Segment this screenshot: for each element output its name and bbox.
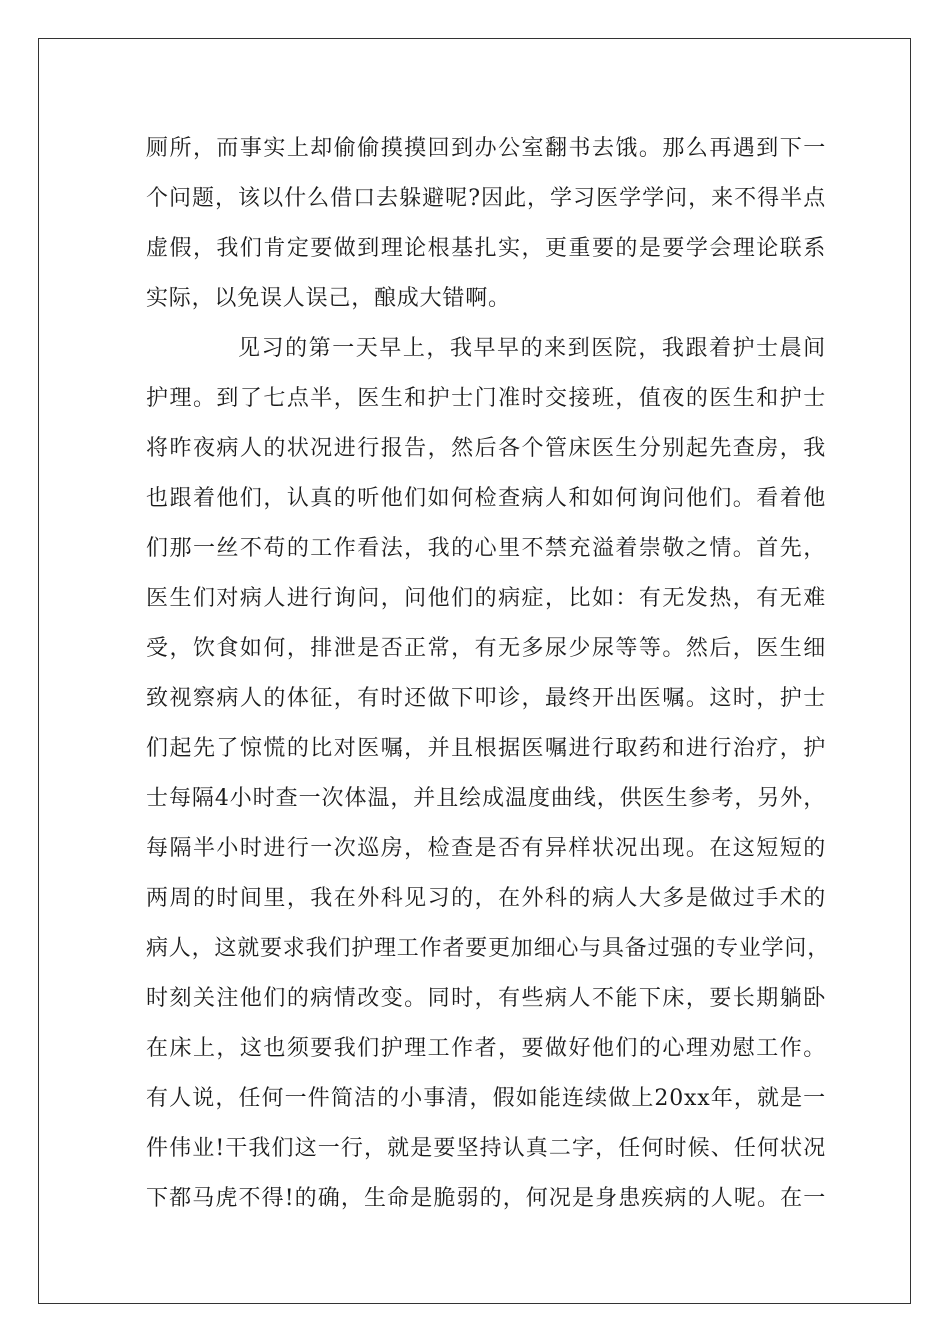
text-line: 时刻关注他们的病情改变。同时，有些病人不能下床，要长期躺卧 — [146, 986, 826, 1011]
text-line: 也跟着他们，认真的听他们如何检查病人和如何询问他们。看着他 — [146, 486, 826, 511]
text-line: 虚假，我们肯定要做到理论根基扎实，更重要的是要学会理论联系 — [146, 236, 826, 261]
text-line: 受，饮食如何，排泄是否正常，有无多尿少尿等等。然后，医生细 — [146, 636, 826, 661]
text-line: 两周的时间里，我在外科见习的，在外科的病人大多是做过手术的 — [146, 886, 826, 911]
text-line: 病人，这就要求我们护理工作者要更加细心与具备过强的专业学问， — [146, 936, 831, 961]
text-line: 下都马虎不得!的确，生命是脆弱的，何况是身患疾病的人呢。在一 — [146, 1186, 826, 1211]
text-line: 厕所，而事实上却偷偷摸摸回到办公室翻书去饿。那么再遇到下一 — [146, 136, 826, 161]
text-line: 将昨夜病人的状况进行报告，然后各个管床医生分别起先查房，我 — [146, 436, 826, 461]
text-line: 实际，以免误人误己，酿成大错啊。 — [146, 286, 511, 311]
text-line: 件伟业!干我们这一行，就是要坚持认真二字，任何时候、任何状况 — [146, 1136, 826, 1161]
text-line: 有人说，任何一件简洁的小事清，假如能连续做上20xx年，就是一 — [146, 1086, 826, 1111]
text-line: 们那一丝不苟的工作看法，我的心里不禁充溢着崇敬之情。首先， — [146, 536, 826, 561]
text-line: 每隔半小时进行一次巡房，检查是否有异样状况出现。在这短短的 — [146, 836, 826, 861]
document-body — [146, 124, 831, 1224]
text-line: 在床上，这也须要我们护理工作者，要做好他们的心理劝慰工作。 — [146, 1036, 826, 1061]
text-line: 医生们对病人进行询问，问他们的病症，比如：有无发热，有无难 — [146, 586, 826, 611]
text-line: 见习的第一天早上，我早早的来到医院，我跟着护士晨间 — [238, 336, 826, 361]
text-line: 们起先了惊慌的比对医嘱，并且根据医嘱进行取药和进行治疗，护 — [146, 736, 826, 761]
text-line: 护理。到了七点半，医生和护士门准时交接班，值夜的医生和护士 — [146, 386, 826, 411]
text-line: 个问题，该以什么借口去躲避呢?因此，学习医学学问，来不得半点 — [146, 186, 826, 211]
text-line: 致视察病人的体征，有时还做下叩诊，最终开出医嘱。这时，护士 — [146, 686, 826, 711]
text-line: 士每隔4小时查一次体温，并且绘成温度曲线，供医生参考，另外， — [146, 786, 826, 811]
